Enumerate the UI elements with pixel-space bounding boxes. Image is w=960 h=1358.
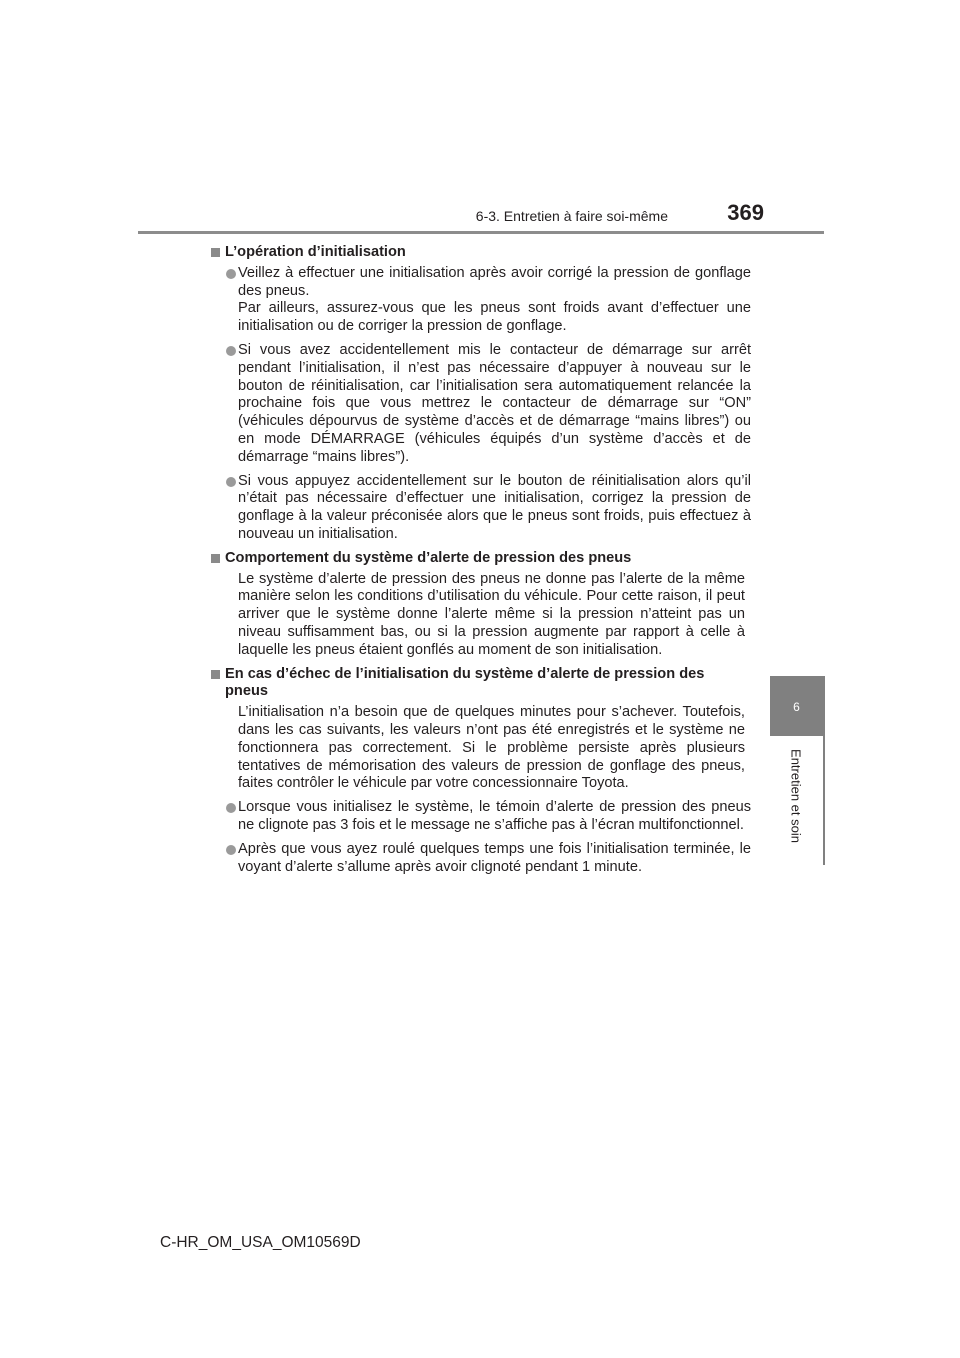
list-item: Si vous avez accidentellement mis le contacteur de démarrage sur arrêt pendant l’initialisation, il n’est pas nécessaire d’appuyer à nouveau sur le bouton de réinitialisation, car l’initialisation sera automatiquement relancée la prochaine fois que vous mettrez le contacteur de démarrage sur “ON” (véhicules dépourvus de système d’accès et de démarrage “mains libres”) ou en mode DÉMARRAGE (véhicules équipés d’un système d’accès et de démarrage “mains libres”). bbox=[211, 342, 751, 467]
square-bullet-icon bbox=[211, 248, 220, 257]
circle-bullet-icon bbox=[226, 477, 236, 487]
circle-bullet-icon bbox=[226, 803, 236, 813]
chapter-title: Entretien et soin bbox=[788, 749, 804, 843]
square-bullet-icon bbox=[211, 670, 220, 679]
document-code: C-HR_OM_USA_OM10569D bbox=[160, 1234, 361, 1251]
page-content bbox=[211, 244, 751, 882]
section-paragraph: Le système d’alerte de pression des pneus ne donne pas l’alerte de la même manière selon les conditions d’utilisation du véhicule. Pour cette raison, il peut arriver que le système donne l’alerte même si la pression n’atteint pas un niveau suffisamment bas, ou si la pression augmente par rapport à celle à laquelle les pneus étaient gonflés au moment de son initialisation. bbox=[238, 570, 745, 658]
circle-bullet-icon bbox=[226, 845, 236, 855]
section-heading: L’opération d’initialisation bbox=[211, 244, 751, 262]
running-header-section: 6-3. Entretien à faire soi-même bbox=[475, 208, 668, 224]
header-rule bbox=[138, 231, 824, 234]
chapter-tab bbox=[770, 676, 823, 736]
section-heading: En cas d’échec de l’initialisation du système d’alerte de pression des pneus bbox=[211, 666, 751, 702]
list-item: Lorsque vous initialisez le système, le témoin d’alerte de pression des pneus ne clignote pas 3 fois et le message ne s’affiche pas à l’écran multifonctionnel. bbox=[211, 799, 751, 835]
list-item: Veillez à effectuer une initialisation après avoir corrigé la pression de gonflage des pneus. Par ailleurs, assurez-vous que les pneus sont froids avant d’effectuer une initialisation ou de corriger la pression de gonflage. bbox=[211, 265, 751, 336]
square-bullet-icon bbox=[211, 554, 220, 563]
section-paragraph: L’initialisation n’a besoin que de quelques minutes pour s’achever. Toutefois, dans les cas suivants, les valeurs n’ont pas été enregistrés et le système ne fonctionnera pas correctement. Si le problème persiste après plusieurs tentatives de mémorisation des valeurs de pression de gonflage des pneus, faites contrôler le véhicule par votre concessionnaire Toyota. bbox=[238, 704, 745, 792]
chapter-tab-rule bbox=[823, 676, 825, 865]
list-item: Si vous appuyez accidentellement sur le bouton de réinitialisation alors qu’il n’était pas nécessaire d’effectuer une initialisation, corrigez la pression de gonflage à la valeur préconisée alors que le pneus sont froids, puis effectuez à nouveau un initialisation. bbox=[211, 473, 751, 544]
circle-bullet-icon bbox=[226, 346, 236, 356]
chapter-number: 6 bbox=[793, 700, 800, 714]
circle-bullet-icon bbox=[226, 269, 236, 279]
page-number: 369 bbox=[727, 200, 764, 225]
section-heading: Comportement du système d’alerte de pression des pneus bbox=[211, 550, 751, 568]
list-item: Après que vous ayez roulé quelques temps une fois l’initialisation terminée, le voyant d’alerte s’allume après avoir clignoté pendant 1 minute. bbox=[211, 841, 751, 877]
chapter-label bbox=[770, 740, 823, 852]
